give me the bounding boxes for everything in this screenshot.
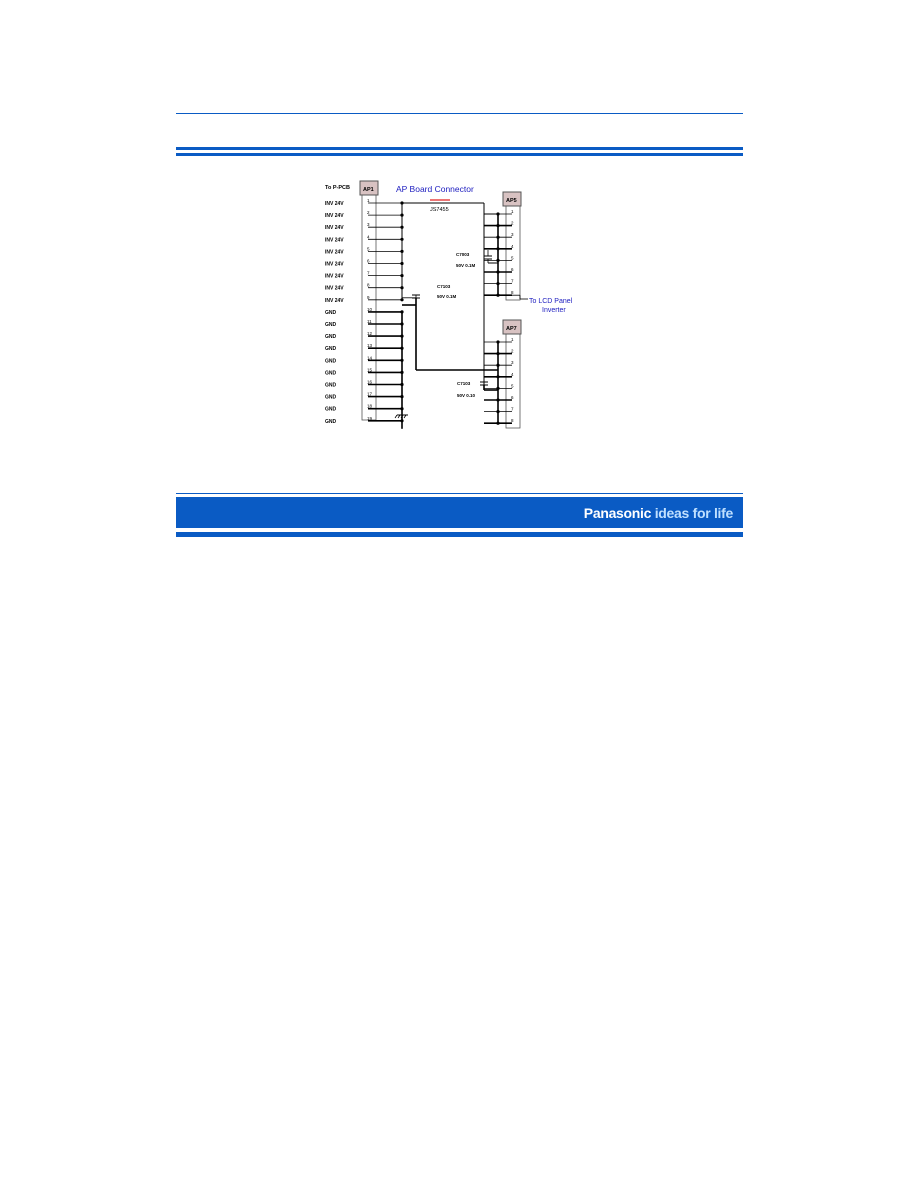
right-bottom-pin-number: 2 — [511, 348, 514, 354]
right-bottom-pin-number: 6 — [511, 395, 514, 400]
capacitor-ref: C7003 — [456, 252, 470, 257]
left-connector-header-label: To P-PCB — [325, 185, 350, 191]
brand-tagline: ideas for life — [654, 505, 733, 521]
right-bottom-pin-number: 1 — [511, 337, 514, 342]
left-pin-number: 9 — [367, 294, 370, 300]
left-pin-number: 19 — [367, 415, 373, 421]
capacitor-ref: C7103 — [437, 284, 451, 289]
right-bottom-pin-number: 5 — [511, 383, 514, 389]
left-pin-signal-label: INV 24V — [325, 237, 344, 244]
diagram-title: AP Board Connector — [396, 184, 474, 194]
right-bottom-pin-number: 3 — [511, 360, 514, 366]
right-top-pin-number: 1 — [511, 209, 514, 214]
footer-rule-thin — [176, 493, 743, 494]
destination-label-line2: Inverter — [542, 307, 566, 314]
left-pin-signal-label: GND — [325, 322, 337, 328]
left-pin-signal-label: GND — [325, 358, 337, 365]
left-pin-number: 8 — [367, 282, 370, 288]
left-pin-number: 10 — [367, 306, 373, 312]
left-pin-number: 17 — [367, 391, 373, 397]
left-pin-number: 1 — [367, 198, 370, 203]
right-bottom-connector-name: AP7 — [506, 326, 517, 332]
left-pin-number: 15 — [367, 367, 373, 373]
left-pin-signal-label: INV 24V — [325, 213, 344, 220]
header-rule-thick-1 — [176, 147, 743, 150]
right-bottom-pin-number: 8 — [511, 418, 514, 424]
right-top-pin-number: 3 — [511, 232, 514, 238]
header-rule-thin — [176, 113, 743, 114]
left-pin-signal-label: INV 24V — [325, 273, 344, 280]
left-pin-signal-label: GND — [325, 334, 337, 341]
ap-board-connector-diagram — [308, 177, 580, 430]
left-pin-signal-label: INV 24V — [325, 225, 344, 232]
left-pin-number: 14 — [367, 355, 373, 361]
left-pin-signal-label: GND — [325, 394, 337, 401]
footer-rule-bottom — [176, 532, 743, 537]
right-top-pin-number: 6 — [511, 267, 514, 272]
left-connector-name: AP1 — [363, 187, 374, 193]
right-top-pin-number: 8 — [511, 290, 514, 296]
left-pin-signal-label: GND — [325, 418, 337, 425]
left-pin-signal-label: GND — [325, 406, 337, 413]
right-bottom-pin-number: 7 — [511, 406, 514, 412]
capacitor-value: 50V 0.1M — [456, 263, 476, 268]
capacitor-value: 50V 0.1M — [437, 294, 457, 299]
capacitor-value: 50V 0.10 — [457, 393, 476, 398]
footer-brand — [584, 505, 733, 521]
left-pin-signal-label: INV 24V — [325, 261, 344, 268]
left-pin-number: 7 — [367, 270, 370, 276]
capacitor-ref: C7103 — [457, 381, 471, 386]
destination-label-line1: To LCD Panel — [529, 298, 573, 305]
left-pin-signal-label: GND — [325, 370, 337, 377]
left-pin-number: 12 — [367, 331, 373, 337]
header-rule-thick-2 — [176, 153, 743, 156]
left-pin-number: 11 — [367, 319, 372, 324]
left-pin-number: 13 — [367, 343, 373, 349]
left-pin-signal-label: INV 24V — [325, 201, 344, 207]
left-pin-signal-label: INV 24V — [325, 285, 344, 292]
left-pin-number: 4 — [367, 234, 370, 240]
left-pin-number: 2 — [367, 210, 370, 216]
right-top-pin-number: 4 — [511, 243, 514, 249]
right-top-pin-number: 2 — [511, 220, 514, 226]
right-bottom-pin-number: 4 — [511, 371, 514, 377]
connector-label: JS7455 — [430, 207, 449, 213]
left-pin-signal-label: GND — [325, 346, 337, 353]
left-pin-number: 3 — [367, 222, 370, 228]
left-pin-signal-label: INV 24V — [325, 297, 344, 304]
left-pin-number: 18 — [367, 403, 373, 409]
footer-bar — [176, 497, 743, 528]
left-pin-signal-label: GND — [325, 309, 337, 316]
left-pin-number: 5 — [367, 246, 370, 252]
right-top-pin-number: 5 — [511, 255, 514, 261]
left-pin-number: 16 — [367, 379, 373, 385]
left-pin-signal-label: GND — [325, 382, 337, 389]
right-top-connector-name: AP5 — [506, 198, 517, 204]
left-pin-number: 6 — [367, 258, 370, 264]
right-top-pin-number: 7 — [511, 278, 514, 284]
brand-name: Panasonic — [583, 505, 652, 521]
left-pin-signal-label: INV 24V — [325, 249, 344, 256]
